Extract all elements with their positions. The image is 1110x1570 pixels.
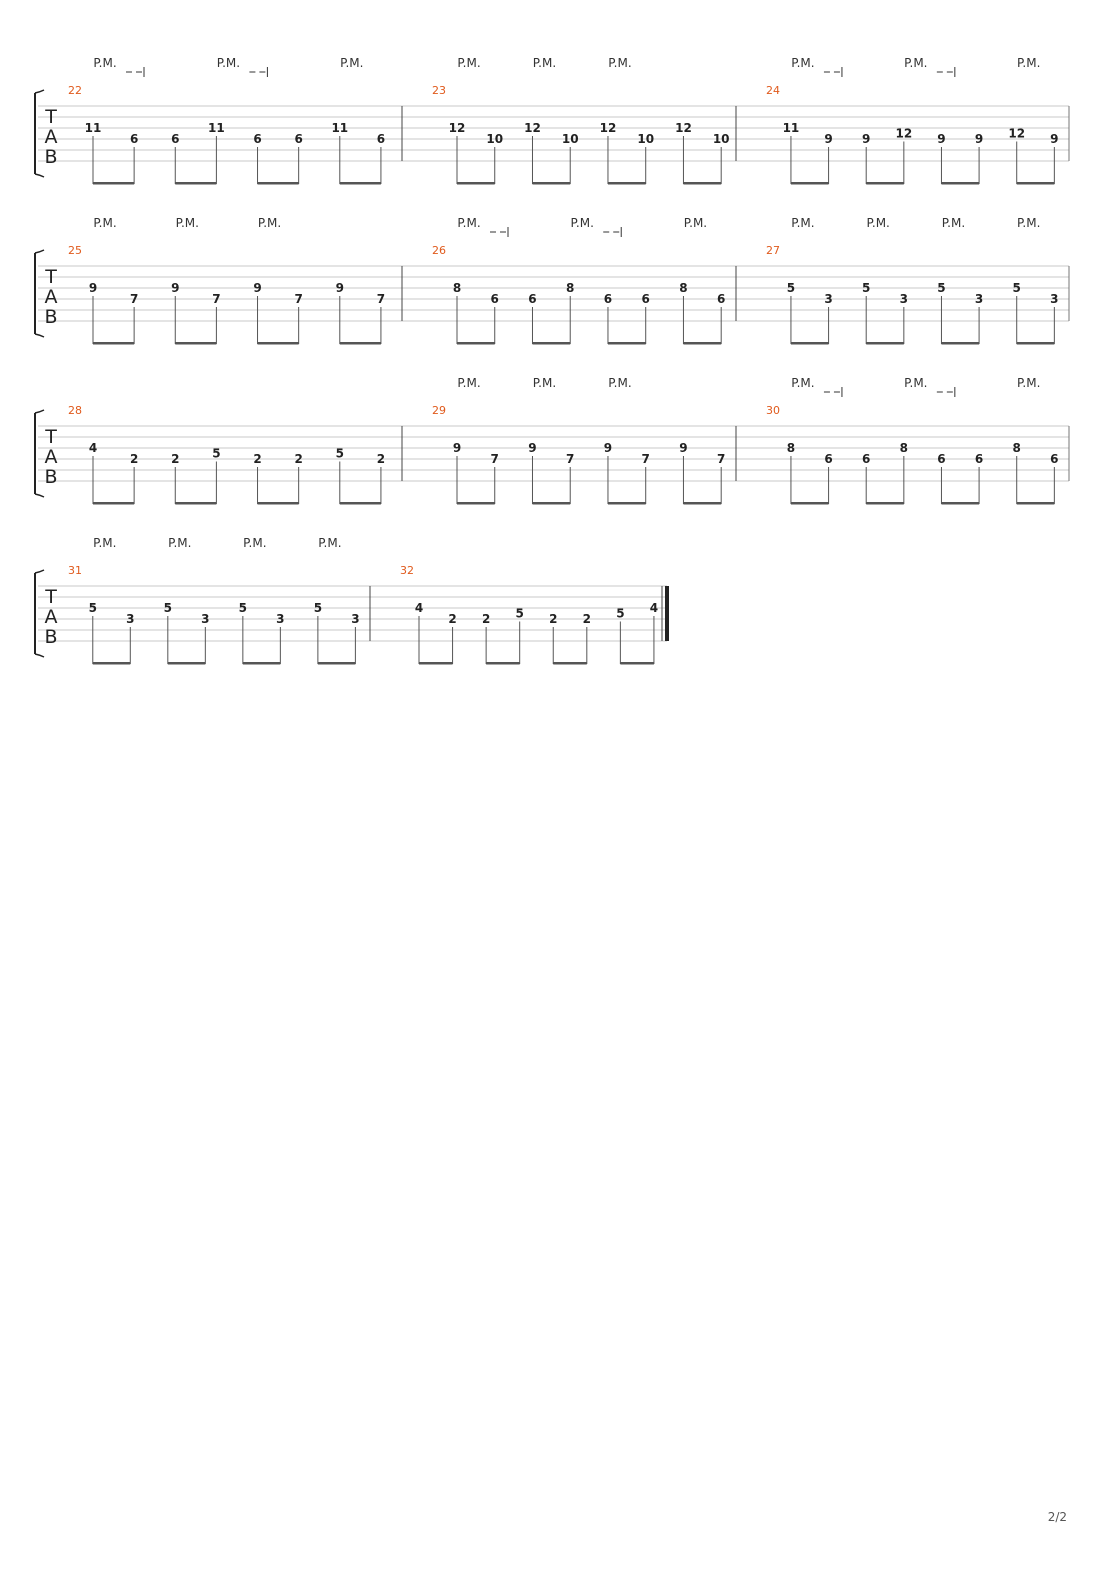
palm-mute-label: P.M. (608, 376, 632, 390)
fret-number: 2 (549, 612, 558, 626)
beam (457, 502, 495, 505)
fret-number: 6 (937, 452, 946, 466)
palm-mute-label: P.M. (791, 56, 815, 70)
beam (175, 182, 216, 185)
fret-number: 6 (171, 132, 180, 146)
beam (683, 502, 721, 505)
beam (791, 502, 829, 505)
beam (243, 662, 281, 665)
measure-number: 27 (766, 244, 780, 257)
fret-number: 8 (566, 281, 575, 295)
measure-number: 25 (68, 244, 82, 257)
fret-number: 6 (528, 292, 537, 306)
fret-number: 7 (376, 292, 386, 306)
palm-mute-label: P.M. (941, 216, 966, 230)
beam (486, 662, 520, 665)
palm-mute-label: P.M. (791, 216, 815, 230)
fret-number: 5 (786, 281, 796, 295)
palm-mute-label: P.M. (866, 216, 890, 230)
measure-number: 24 (766, 84, 780, 97)
fret-number: 3 (126, 612, 135, 626)
system-bracket-bottom (35, 334, 44, 337)
fret-number: 8 (1012, 441, 1021, 455)
palm-mute-label: P.M. (93, 56, 117, 70)
system-bracket-bottom (35, 654, 44, 657)
fret-number: 3 (899, 292, 909, 306)
palm-mute-label: P.M. (93, 216, 117, 230)
beam (93, 182, 134, 185)
fret-number: 5 (313, 601, 323, 615)
fret-number: 8 (899, 441, 909, 455)
fret-number: 10 (712, 132, 730, 146)
fret-number: 11 (782, 121, 800, 135)
fret-number: 6 (603, 292, 613, 306)
tab-clef-letter: B (44, 146, 58, 168)
palm-mute-label: P.M. (1017, 216, 1041, 230)
system-bracket-bottom (35, 494, 44, 497)
fret-number: 3 (351, 612, 360, 626)
fret-number: 2 (253, 452, 262, 466)
beam (168, 662, 206, 665)
beam (175, 342, 216, 345)
fret-number: 3 (824, 292, 833, 306)
palm-mute-label: P.M. (257, 216, 282, 230)
beam (866, 342, 904, 345)
tab-clef-letter: B (44, 306, 58, 328)
system-bracket-top (35, 410, 44, 413)
beam (683, 182, 721, 185)
beam (340, 502, 381, 505)
fret-number: 11 (84, 121, 102, 135)
beam (532, 342, 570, 345)
tab-clef-letter: B (44, 626, 58, 648)
tab-clef-letter: T (45, 266, 57, 288)
palm-mute-label: P.M. (904, 56, 928, 70)
fret-number: 10 (486, 132, 504, 146)
beam (620, 662, 654, 665)
palm-mute-label: P.M. (1017, 376, 1041, 390)
fret-number: 8 (786, 441, 796, 455)
fret-number: 6 (1050, 452, 1059, 466)
beam (866, 502, 904, 505)
fret-number: 6 (717, 292, 726, 306)
fret-number: 6 (824, 452, 833, 466)
fret-number: 9 (528, 441, 537, 455)
fret-number: 9 (88, 281, 98, 295)
measure-number: 23 (432, 84, 446, 97)
palm-mute-label: P.M. (457, 376, 481, 390)
fret-number: 9 (937, 132, 946, 146)
fret-number: 2 (481, 612, 491, 626)
palm-mute-label: P.M. (175, 216, 199, 230)
fret-number: 2 (294, 452, 303, 466)
palm-mute-label: P.M. (216, 56, 241, 70)
fret-number: 5 (335, 446, 344, 461)
final-barline-thick (665, 586, 669, 641)
fret-number: 7 (566, 452, 575, 466)
tab-clef-letter: A (44, 446, 58, 468)
fret-number: 7 (212, 292, 221, 306)
palm-mute-label: P.M. (1017, 56, 1041, 70)
fret-number: 5 (88, 601, 97, 615)
fret-number: 5 (163, 601, 172, 615)
fret-number: 5 (515, 606, 524, 621)
fret-number: 12 (895, 126, 913, 141)
fret-number: 11 (208, 121, 225, 135)
palm-mute-label: P.M. (318, 536, 342, 550)
fret-number: 2 (582, 612, 591, 626)
fret-number: 3 (276, 612, 285, 626)
fret-number: 6 (862, 452, 871, 466)
beam (683, 342, 721, 345)
beam (93, 342, 134, 345)
fret-number: 9 (253, 281, 262, 295)
tab-clef-letter: T (45, 586, 57, 608)
palm-mute-label: P.M. (457, 216, 481, 230)
palm-mute-label: P.M. (532, 56, 557, 70)
fret-number: 9 (1050, 132, 1059, 146)
fret-number: 10 (637, 132, 655, 146)
fret-number: 2 (171, 452, 180, 466)
fret-number: 4 (649, 601, 659, 615)
beam (340, 182, 381, 185)
palm-mute-label: P.M. (168, 536, 192, 550)
palm-mute-label: P.M. (570, 216, 594, 230)
fret-number: 9 (335, 281, 344, 295)
fret-number: 12 (448, 121, 466, 135)
fret-number: 12 (524, 121, 541, 135)
fret-number: 7 (294, 292, 303, 306)
fret-number: 3 (974, 292, 984, 306)
fret-number: 6 (253, 132, 262, 146)
beam (340, 342, 381, 345)
fret-number: 12 (1008, 126, 1026, 141)
fret-number: 5 (616, 606, 625, 621)
fret-number: 3 (1050, 292, 1059, 306)
fret-number: 7 (129, 292, 139, 306)
tab-clef-letter: A (44, 606, 58, 628)
beam (93, 662, 131, 665)
fret-number: 12 (599, 121, 617, 135)
fret-number: 9 (171, 281, 180, 295)
beam (866, 182, 904, 185)
beam (791, 182, 829, 185)
beam (608, 182, 646, 185)
fret-number: 12 (675, 121, 692, 135)
beam (175, 502, 216, 505)
beam (532, 182, 570, 185)
fret-number: 4 (414, 601, 424, 615)
palm-mute-label: P.M. (608, 56, 632, 70)
fret-number: 7 (641, 452, 650, 466)
beam (457, 342, 495, 345)
fret-number: 9 (603, 441, 613, 455)
palm-mute-label: P.M. (93, 536, 117, 550)
tab-clef-letter: T (45, 426, 57, 448)
system-bracket-top (35, 570, 44, 573)
system-bracket-bottom (35, 174, 44, 177)
fret-number: 9 (824, 132, 833, 146)
measure-number: 26 (432, 244, 446, 257)
beam (941, 342, 979, 345)
beam (532, 502, 570, 505)
beam (258, 502, 299, 505)
fret-number: 3 (201, 612, 210, 626)
beam (1017, 502, 1055, 505)
fret-number: 6 (294, 132, 303, 146)
fret-number: 11 (331, 121, 349, 135)
fret-number: 9 (679, 441, 688, 455)
fret-number: 2 (448, 612, 457, 626)
tab-clef-letter: A (44, 286, 58, 308)
palm-mute-label: P.M. (791, 376, 815, 390)
beam (419, 662, 453, 665)
fret-number: 5 (937, 281, 946, 295)
fret-number: 9 (452, 441, 462, 455)
measure-number: 32 (400, 564, 414, 577)
fret-number: 9 (862, 132, 871, 146)
palm-mute-label: P.M. (532, 376, 557, 390)
fret-number: 6 (129, 132, 139, 146)
fret-number: 9 (974, 132, 984, 146)
palm-mute-label: P.M. (904, 376, 928, 390)
beam (791, 342, 829, 345)
fret-number: 4 (88, 441, 98, 455)
fret-number: 7 (490, 452, 499, 466)
beam (553, 662, 587, 665)
palm-mute-label: P.M. (683, 216, 708, 230)
fret-number: 6 (376, 132, 386, 146)
palm-mute-label: P.M. (243, 536, 267, 550)
measure-number: 29 (432, 404, 446, 417)
fret-number: 8 (452, 281, 462, 295)
system-bracket-top (35, 250, 44, 253)
fret-number: 7 (717, 452, 726, 466)
tab-clef-letter: B (44, 466, 58, 488)
measure-number: 31 (68, 564, 82, 577)
beam (93, 502, 134, 505)
fret-number: 2 (129, 452, 139, 466)
palm-mute-label: P.M. (340, 56, 364, 70)
fret-number: 8 (679, 281, 688, 295)
beam (608, 342, 646, 345)
fret-number: 5 (1012, 281, 1021, 295)
fret-number: 10 (561, 132, 579, 146)
page-number: 2/2 (1047, 1510, 1067, 1524)
system-bracket-top (35, 90, 44, 93)
beam (1017, 182, 1055, 185)
beam (258, 182, 299, 185)
measure-number: 22 (68, 84, 82, 97)
fret-number: 6 (641, 292, 650, 306)
beam (1017, 342, 1055, 345)
beam (608, 502, 646, 505)
beam (258, 342, 299, 345)
measure-number: 28 (68, 404, 82, 417)
beam (941, 502, 979, 505)
fret-number: 2 (376, 452, 386, 466)
fret-number: 5 (238, 601, 248, 615)
fret-number: 5 (862, 281, 871, 295)
measure-number: 30 (766, 404, 780, 417)
tab-clef-letter: A (44, 126, 58, 148)
tab-clef-letter: T (45, 106, 57, 128)
beam (318, 662, 356, 665)
beam (457, 182, 495, 185)
fret-number: 5 (212, 446, 221, 461)
fret-number: 6 (974, 452, 984, 466)
palm-mute-label: P.M. (457, 56, 481, 70)
beam (941, 182, 979, 185)
fret-number: 6 (490, 292, 499, 306)
